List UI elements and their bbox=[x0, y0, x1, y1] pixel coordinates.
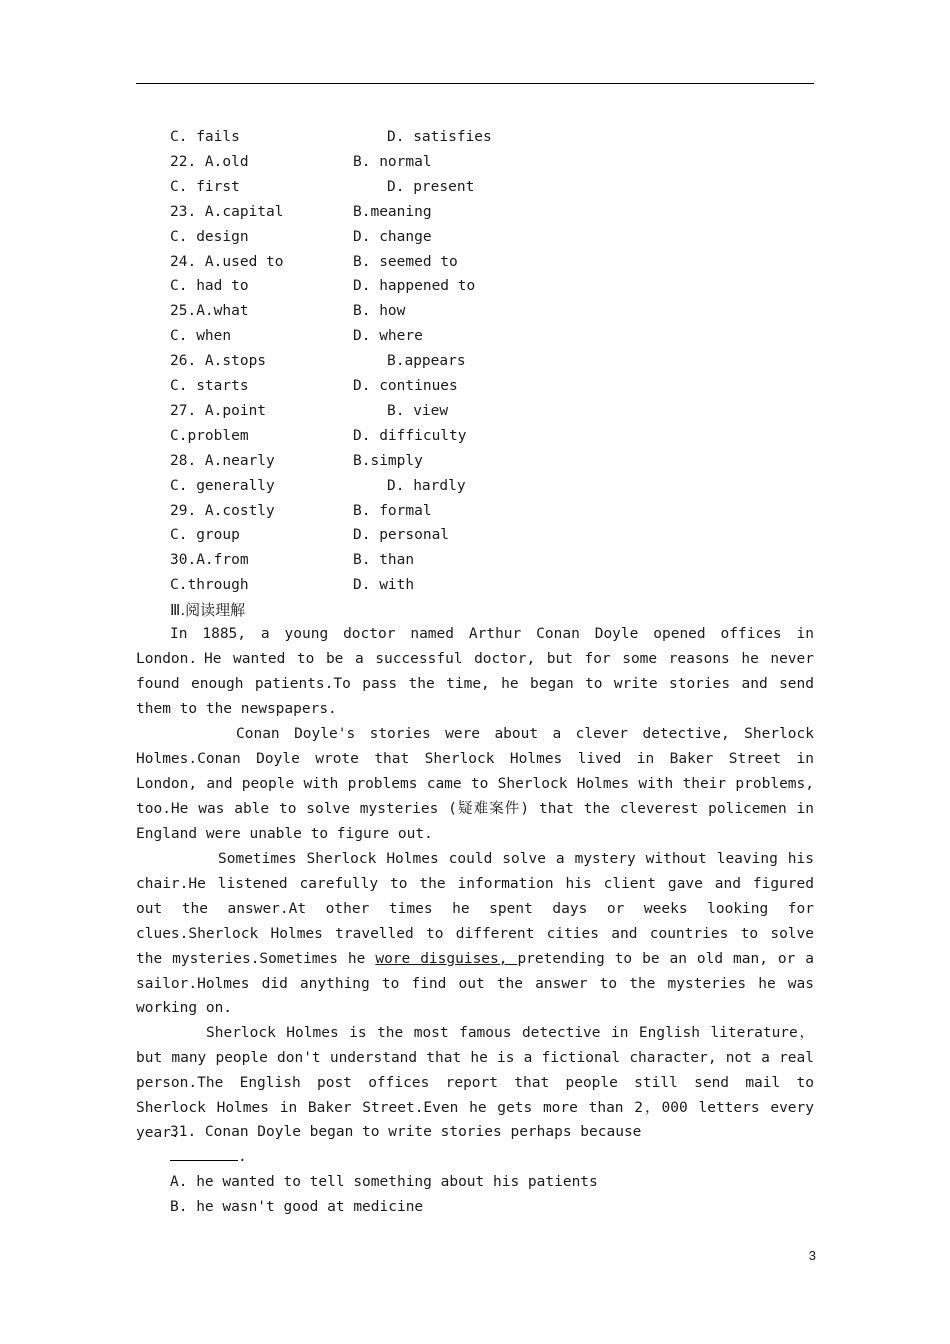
option-left: 27. A.point bbox=[170, 402, 267, 419]
page-number: 3 bbox=[808, 1248, 816, 1263]
option-right: D. difficulty bbox=[353, 427, 467, 444]
option-left: 24. A.used to bbox=[170, 253, 284, 270]
option-right: B. view bbox=[387, 402, 449, 419]
option-left: C.problem bbox=[170, 427, 249, 444]
option-left: C. design bbox=[170, 228, 249, 245]
question-option-a: A. he wanted to tell something about his patients bbox=[170, 1174, 598, 1190]
passage-paragraph-2: He wanted to be a successful doctor, but for some reasons he never found enough patients.To pass the time, he began to write stories and send them to the newspapers. bbox=[136, 651, 814, 717]
passage-paragraph-1: In 1885, a young doctor named Arthur Conan Doyle opened offices in London. bbox=[136, 626, 814, 667]
option-left: C. had to bbox=[170, 278, 249, 295]
option-left: C.through bbox=[170, 577, 249, 594]
option-left: 25.A.what bbox=[170, 303, 249, 320]
option-left: 28. A.nearly bbox=[170, 452, 275, 469]
section-title: Ⅲ.阅读理解 bbox=[170, 601, 246, 619]
option-right: D. satisfies bbox=[387, 129, 492, 145]
option-right: B.meaning bbox=[353, 203, 432, 220]
option-left: C. group bbox=[170, 527, 240, 544]
option-left: 30.A.from bbox=[170, 552, 249, 569]
option-left: 22. A.old bbox=[170, 153, 249, 170]
option-right: B. formal bbox=[353, 502, 432, 519]
option-right: D. personal bbox=[353, 527, 450, 544]
header-rule bbox=[136, 83, 814, 84]
option-left: C. fails bbox=[170, 129, 240, 145]
option-right: D. present bbox=[387, 178, 475, 195]
option-right: B. seemed to bbox=[353, 253, 458, 270]
option-right: B. normal bbox=[353, 153, 432, 170]
option-right: B.simply bbox=[353, 452, 423, 469]
option-right: D. change bbox=[353, 228, 432, 245]
option-left: C. first bbox=[170, 178, 240, 195]
option-left: 29. A.costly bbox=[170, 502, 275, 519]
option-left: C. starts bbox=[170, 378, 249, 394]
option-right: D. with bbox=[353, 577, 415, 594]
option-left: 23. A.capital bbox=[170, 203, 284, 220]
option-right: D. continues bbox=[353, 378, 458, 394]
passage-paragraph-4: Sometimes Sherlock Holmes could solve a mystery without leaving his chair.He listened carefully to the information his client gave and figured out the answer.At other times he spent days or weeks looking for clues.Sherlock Holmes travelled to different cities and countries to solve the mysteries.Sometimes he wore disguises, pretending to be an old man, or a sailor.Holmes did anything to find out the answer to the mysteries he was working on. bbox=[136, 851, 815, 1017]
question-stem: 31. Conan Doyle began to write stories perhaps because bbox=[170, 1124, 642, 1140]
option-left: C. generally bbox=[170, 477, 275, 494]
option-right: B. how bbox=[353, 303, 406, 320]
option-right: D. where bbox=[353, 328, 423, 345]
option-right: D. happened to bbox=[353, 278, 476, 295]
option-right: D. hardly bbox=[387, 477, 466, 494]
passage-paragraph-5: Sherlock Holmes is the most famous detective in English literature，but many people don't understand that he is a fictional character, not a real person.The English post offices report that people still send mail to Sherlock Holmes in Baker Street.Even he gets more than 2，000 letters every year. bbox=[136, 1025, 814, 1141]
option-right: B. than bbox=[353, 552, 415, 569]
option-left: 26. A.stops bbox=[170, 353, 267, 370]
option-left: C. when bbox=[170, 328, 232, 345]
passage-paragraph-3: Conan Doyle's stories were about a clever detective, Sherlock Holmes.Conan Doyle wrote that Sherlock Holmes lived in Baker Street in London, and people with problems came to Sherlock Holmes with their problems, too.He was able to solve mysteries (疑难案件) that the cleverest policemen in England were unable to figure out. bbox=[136, 726, 814, 842]
answer-blank[interactable] bbox=[170, 1148, 238, 1161]
underlined-phrase: wore disguises, bbox=[375, 950, 518, 967]
option-right: B.appears bbox=[387, 353, 466, 370]
question-blank-line: . bbox=[170, 1146, 247, 1168]
question-option-b: B. he wasn't good at medicine bbox=[170, 1199, 424, 1215]
